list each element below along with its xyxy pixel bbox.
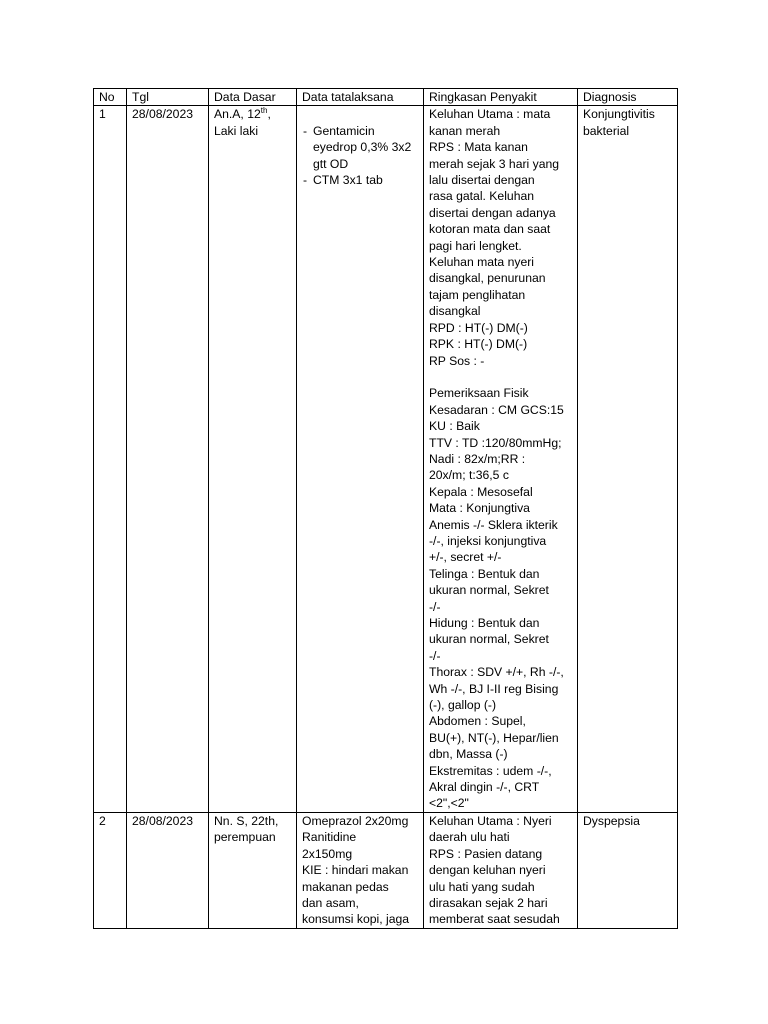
header-ringkasan-penyakit: Ringkasan Penyakit xyxy=(424,89,578,106)
cell-data-tatalaksana: Omeprazol 2x20mg Ranitidine 2x150mg KIE : hindari makan makanan pedas dan asam, konsumsi kopi, jaga xyxy=(297,812,424,928)
cell-diagnosis: Konjungtivitis bakterial xyxy=(578,106,678,812)
header-data-dasar: Data Dasar xyxy=(209,89,297,106)
data-dasar-superscript: th xyxy=(260,106,268,116)
treatment-list xyxy=(302,123,418,189)
cell-tgl: 28/08/2023 xyxy=(127,812,209,928)
cell-diagnosis: Dyspepsia xyxy=(578,812,678,928)
cell-no: 1 xyxy=(94,106,127,812)
treatment-item: - CTM 3x1 tab xyxy=(302,172,418,188)
header-tgl: Tgl xyxy=(127,89,209,106)
header-diagnosis: Diagnosis xyxy=(578,89,678,106)
data-dasar-name-age: An.A, 12 xyxy=(214,107,261,122)
data-dasar-gender: , Laki laki xyxy=(214,107,271,138)
header-no: No xyxy=(94,89,127,106)
cell-data-dasar: Nn. S, 22th, perempuan xyxy=(209,812,297,928)
cell-tgl: 28/08/2023 xyxy=(127,106,209,812)
medical-record-table xyxy=(93,88,678,929)
cell-ringkasan-penyakit: Keluhan Utama : mata kanan merah RPS : Mata kanan merah sejak 3 hari yang lalu disertai dengan rasa gatal. Keluhan disertai dengan adanya kotoran mata dan saat pagi hari lengket. Keluhan mata nyeri disangkal, penurunan tajam penglihatan disangkal RPD : HT(-) DM(-) RPK : HT(-) DM(-) RP Sos : - Pemeriksaan Fisik Kesadaran : CM GCS:15 KU : Baik TTV : TD :120/80mmHg; Nadi : 82x/m;RR : 20x/m; t:36,5 c Kepala : Mesosefal Mata : Konjungtiva Anemis -/- Sklera ikterik -/-, injeksi konjungtiva +/-, secret +/- Telinga : Bentuk dan ukuran normal, Sekret -/- Hidung : Bentuk dan ukuran normal, Sekret -/- Thorax : SDV +/+, Rh -/-, Wh -/-, BJ I-II reg Bising (-), gallop (-) Abdomen : Supel, BU(+), NT(-), Hepar/lien dbn, Massa (-) Ekstremitas : udem -/-, Akral dingin -/-, CRT <2",<2" xyxy=(424,106,578,812)
treatment-item: - Gentamicin eyedrop 0,3% 3x2 gtt OD xyxy=(302,123,418,172)
table-row xyxy=(94,106,678,812)
cell-no: 2 xyxy=(94,812,127,928)
table-header-row xyxy=(94,89,678,106)
table-row xyxy=(94,812,678,928)
header-data-tatalaksana: Data tatalaksana xyxy=(297,89,424,106)
cell-data-dasar xyxy=(209,106,297,812)
cell-data-tatalaksana xyxy=(297,106,424,812)
cell-ringkasan-penyakit: Keluhan Utama : Nyeri daerah ulu hati RPS : Pasien datang dengan keluhan nyeri ulu hati yang sudah dirasakan sejak 2 hari memberat saat sesudah xyxy=(424,812,578,928)
